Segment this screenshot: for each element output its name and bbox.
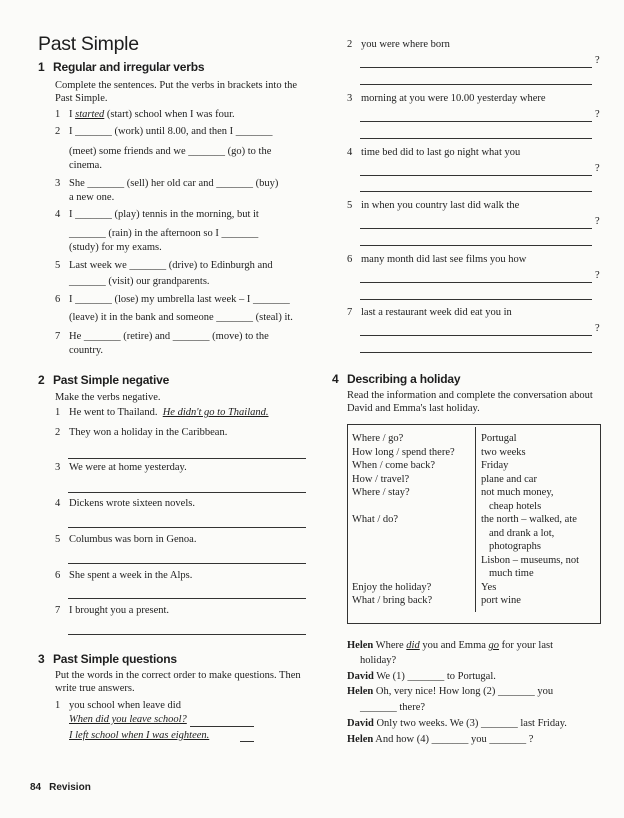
item-text: Columbus was born in Genoa. xyxy=(69,534,197,545)
answer-line xyxy=(360,228,592,229)
cell-line: the north – walked, ate xyxy=(481,514,577,525)
table-cell: two weeks xyxy=(481,446,526,458)
table-cell: plane and car xyxy=(481,473,537,485)
answer-line xyxy=(68,563,306,564)
question-mark: ? xyxy=(595,55,600,66)
item-number: 6 xyxy=(55,570,61,581)
dialogue-text: We (1) _______ to Portugal. xyxy=(373,671,496,682)
section-number: 2 xyxy=(38,373,45,387)
item-number: 7 xyxy=(347,307,353,318)
section-4-instruction: Read the information and complete the conversation about David and Emma's last holiday. xyxy=(347,390,593,414)
item-text: I brought you a present. xyxy=(69,605,170,616)
speaker-name: David xyxy=(347,718,374,729)
example-answer: I left school when I was eighteen. xyxy=(69,730,210,741)
dialogue-text: And how (4) _______ you _______ ? xyxy=(373,734,534,745)
table-cell: Portugal xyxy=(481,433,517,444)
item-number: 5 xyxy=(347,200,353,211)
section-2-instruction: Make the verbs negative. xyxy=(55,392,161,403)
item-number: 6 xyxy=(55,294,61,305)
table-cell: What / bring back? xyxy=(347,594,476,612)
example-answer: When did you leave school? xyxy=(69,714,187,725)
table-row xyxy=(347,486,601,513)
item-text: country. xyxy=(69,345,104,356)
answer-line xyxy=(360,175,592,176)
item-text: (leave) it in the bank and someone _______ (steal) it. xyxy=(69,312,293,323)
table-cell xyxy=(476,513,602,581)
speaker-name: Helen xyxy=(347,734,374,745)
table-cell: What / do? xyxy=(347,513,476,581)
item-number: 2 xyxy=(55,126,61,137)
table-row xyxy=(347,459,601,473)
dialogue-line: holiday? xyxy=(360,655,397,666)
table-cell: Where / stay? xyxy=(347,486,476,513)
dialogue-line xyxy=(347,684,553,699)
speaker-name: Helen xyxy=(347,686,374,697)
answer-line xyxy=(68,458,306,459)
speaker-name: David xyxy=(347,671,374,682)
item-text: He _______ (retire) and _______ (move) to the xyxy=(69,331,269,342)
answer-line xyxy=(360,352,592,353)
answer-line xyxy=(360,138,592,139)
cell-line: cheap hotels xyxy=(489,500,542,512)
section-title: Past Simple questions xyxy=(53,652,177,666)
example-answer: go xyxy=(488,640,500,651)
item-text: I _______ (work) until 8.00, and then I _______ xyxy=(69,126,273,137)
item-number: 7 xyxy=(55,331,61,342)
item-number: 5 xyxy=(55,534,61,545)
section-3-heading xyxy=(38,652,177,666)
table-cell: Enjoy the holiday? xyxy=(347,581,476,595)
item-text: many month did last see films you how xyxy=(361,254,527,265)
footer-label: Revision xyxy=(49,782,91,793)
example-answer: started xyxy=(75,109,105,120)
item-text: time bed did to last go night what you xyxy=(361,147,521,158)
table-cell: When / come back? xyxy=(347,459,476,473)
question-mark: ? xyxy=(595,270,600,281)
section-title: Describing a holiday xyxy=(347,372,461,386)
dialogue-text: Only two weeks. We (3) _______ last Friday. xyxy=(373,718,567,729)
item-number: 3 xyxy=(347,93,353,104)
item-text: (meet) some friends and we _______ (go) to the xyxy=(69,146,272,157)
question-mark: ? xyxy=(595,163,600,174)
answer-line xyxy=(360,191,592,192)
item-text: He went to Thailand. xyxy=(69,407,158,418)
item-number: 1 xyxy=(55,109,61,120)
cell-line: and drank a lot, xyxy=(489,527,555,539)
section-2-heading xyxy=(38,373,169,387)
section-number: 4 xyxy=(332,372,339,386)
page-number: 84 xyxy=(30,782,42,793)
dialogue-line xyxy=(347,638,553,653)
item-text: you were where born xyxy=(361,39,450,50)
section-title: Past Simple negative xyxy=(53,373,170,387)
speaker-name: Helen xyxy=(347,640,374,651)
item-text: _______ (visit) our grandparents. xyxy=(69,276,210,287)
item-text: She _______ (sell) her old car and _______ (buy) xyxy=(69,178,279,189)
item-text: (start) school when I was four. xyxy=(104,109,235,120)
answer-line xyxy=(360,67,592,68)
dialogue-line xyxy=(347,669,496,684)
table-cell: Where / go? xyxy=(347,427,476,446)
item-text: I _______ (play) tennis in the morning, but it xyxy=(69,209,259,220)
item-number: 3 xyxy=(55,462,61,473)
item-text: I _______ (lose) my umbrella last week – I _______ xyxy=(69,294,290,305)
item-number: 2 xyxy=(347,39,353,50)
answer-line xyxy=(360,245,592,246)
answer-line xyxy=(190,726,254,727)
answer-line xyxy=(360,299,592,300)
answer-line xyxy=(68,527,306,528)
cell-line: much time xyxy=(489,568,534,579)
page-footer xyxy=(30,782,99,793)
dialogue-line xyxy=(347,732,533,747)
table-row xyxy=(347,427,601,446)
item-number: 4 xyxy=(55,498,61,509)
item-text: I xyxy=(69,109,73,120)
item-number: 2 xyxy=(55,427,61,438)
answer-line xyxy=(240,741,254,742)
table-cell: Yes xyxy=(481,581,497,593)
table-cell: How / travel? xyxy=(347,473,476,487)
item-text: morning at you were 10.00 yesterday where xyxy=(361,93,546,104)
answer-line xyxy=(68,634,306,635)
section-4-heading xyxy=(332,372,460,386)
table-cell: port wine xyxy=(481,595,521,606)
answer-line xyxy=(360,84,592,85)
table-row xyxy=(347,473,601,487)
table-row xyxy=(347,594,601,612)
item-text: We were at home yesterday. xyxy=(69,462,187,473)
item-text: (study) for my exams. xyxy=(69,242,162,253)
item-text: Last week we _______ (drive) to Edinburgh and xyxy=(69,260,273,271)
dialogue-text: for your last xyxy=(499,640,553,651)
table-row xyxy=(347,446,601,460)
item-number: 3 xyxy=(55,178,61,189)
dialogue-line: _______ there? xyxy=(360,702,426,713)
item-number: 1 xyxy=(55,407,61,418)
item-number: 5 xyxy=(55,260,61,271)
section-number: 1 xyxy=(38,60,45,74)
page-title: Past Simple xyxy=(38,33,139,55)
item-text: They won a holiday in the Caribbean. xyxy=(69,427,228,438)
item-text: cinema. xyxy=(69,160,102,171)
holiday-info-table xyxy=(347,427,601,612)
item-text: She spent a week in the Alps. xyxy=(69,570,193,581)
answer-line xyxy=(360,335,592,336)
cell-line: Lisbon – museums, not xyxy=(481,554,580,566)
item-text: last a restaurant week did eat you in xyxy=(361,307,512,318)
item-number: 6 xyxy=(347,254,353,265)
dialogue-text: Oh, very nice! How long (2) _______ you xyxy=(373,686,554,697)
section-title: Regular and irregular verbs xyxy=(53,60,205,74)
item-number: 7 xyxy=(55,605,61,616)
question-mark: ? xyxy=(595,216,600,227)
table-row xyxy=(347,513,601,581)
dialogue-text: Where xyxy=(373,640,407,651)
section-1-heading xyxy=(38,60,204,74)
item-text: _______ (rain) in the afternoon so I _______ xyxy=(69,228,259,239)
table-cell: Friday xyxy=(481,460,509,471)
question-mark: ? xyxy=(595,323,600,334)
cell-line: not much money, xyxy=(481,487,554,498)
dialogue-text: you and Emma xyxy=(419,640,489,651)
section-1-instruction: Complete the sentences. Put the verbs in brackets into the Past Simple. xyxy=(55,80,298,104)
table-cell: How long / spend there? xyxy=(347,446,476,460)
answer-line xyxy=(360,282,592,283)
item-number: 4 xyxy=(55,209,61,220)
answer-line xyxy=(360,121,592,122)
answer-line xyxy=(68,598,306,599)
item-text: Dickens wrote sixteen novels. xyxy=(69,498,195,509)
item-text: in when you country last did walk the xyxy=(361,200,520,211)
dialogue-line xyxy=(347,716,567,731)
item-text: you school when leave did xyxy=(69,700,181,711)
cell-line: photographs xyxy=(489,541,541,552)
question-mark: ? xyxy=(595,109,600,120)
answer-line xyxy=(68,492,306,493)
table-cell xyxy=(476,486,602,513)
table-row xyxy=(347,581,601,595)
section-3-instruction: Put the words in the correct order to make questions. Then write true answers. xyxy=(55,670,301,694)
example-answer: He didn't go to Thailand. xyxy=(162,407,269,418)
example-answer: did xyxy=(406,640,420,651)
section-number: 3 xyxy=(38,652,45,666)
item-number: 1 xyxy=(55,700,61,711)
item-number: 4 xyxy=(347,147,353,158)
item-text: a new one. xyxy=(69,192,115,203)
